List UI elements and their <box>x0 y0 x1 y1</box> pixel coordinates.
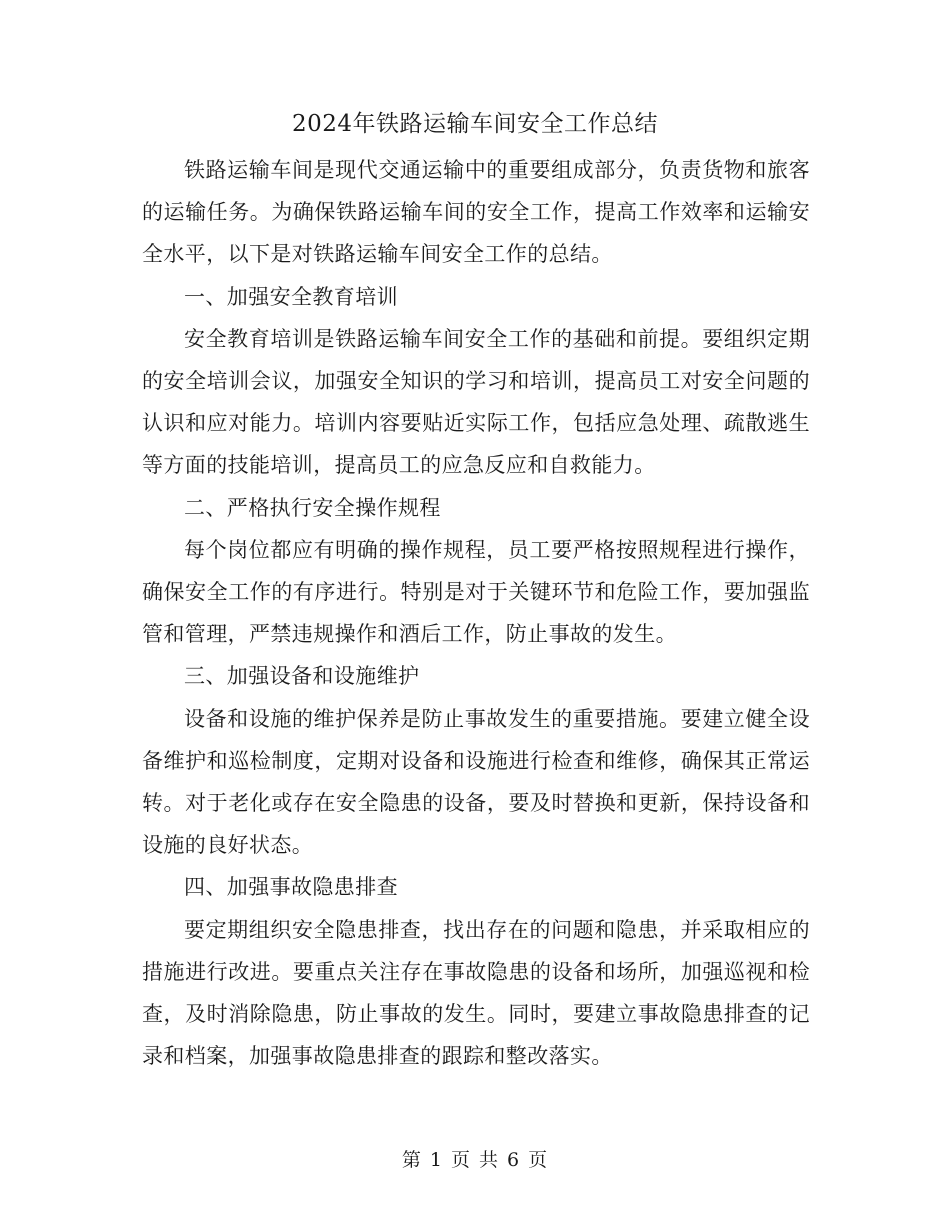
page-footer <box>0 1146 950 1174</box>
section-heading-4: 四、加强事故隐患排查 <box>184 875 398 900</box>
footer-suffix: 页 <box>528 1149 549 1171</box>
page-title: 2024年铁路运输车间安全工作总结 <box>291 111 659 137</box>
paragraph-section-4: 要定期组织安全隐患排查，找出存在的问题和隐患，并采取相应的措施进行改进。要重点关注存在事故隐患的设备和场所，加强巡视和检查，及时消除隐患，防止事故的发生。同时，要建立事故隐患排查的记录和档案，加强事故隐患排查的跟踪和整改落实。 <box>142 917 810 1069</box>
footer-total-pages: 6 <box>507 1149 521 1171</box>
paragraph-section-2: 每个岗位都应有明确的操作规程，员工要严格按照规程进行操作，确保安全工作的有序进行。特别是对于关键环节和危险工作，要加强监管和管理，严禁违规操作和酒后工作，防止事故的发生。 <box>142 537 810 647</box>
footer-total-label: 共 <box>479 1149 500 1171</box>
paragraph-section-3: 设备和设施的维护保养是防止事故发生的重要措施。要建立健全设备维护和巡检制度，定期对设备和设施进行检查和维修，确保其正常运转。对于老化或存在安全隐患的设备，要及时替换和更新，保持设备和设施的良好状态。 <box>142 706 810 858</box>
footer-current-page: 1 <box>429 1149 443 1171</box>
section-heading-3: 三、加强设备和设施维护 <box>184 664 420 689</box>
document-body <box>142 149 810 1077</box>
footer-page-label: 页 <box>450 1149 471 1171</box>
paragraph-intro: 铁路运输车间是现代交通运输中的重要组成部分，负责货物和旅客的运输任务。为确保铁路运输车间的安全工作，提高工作效率和运输安全水平，以下是对铁路运输车间安全工作的总结。 <box>142 158 810 267</box>
footer-prefix: 第 <box>401 1149 422 1171</box>
paragraph-section-1: 安全教育培训是铁路运输车间安全工作的基础和前提。要组织定期的安全培训会议，加强安全知识的学习和培训，提高员工对安全问题的认识和应对能力。培训内容要贴近实际工作，包括应急处理、疏散逃生等方面的技能培训，提高员工的应急反应和自救能力。 <box>142 326 810 478</box>
section-heading-2: 二、严格执行安全操作规程 <box>184 495 441 520</box>
section-heading-1: 一、加强安全教育培训 <box>184 284 398 309</box>
